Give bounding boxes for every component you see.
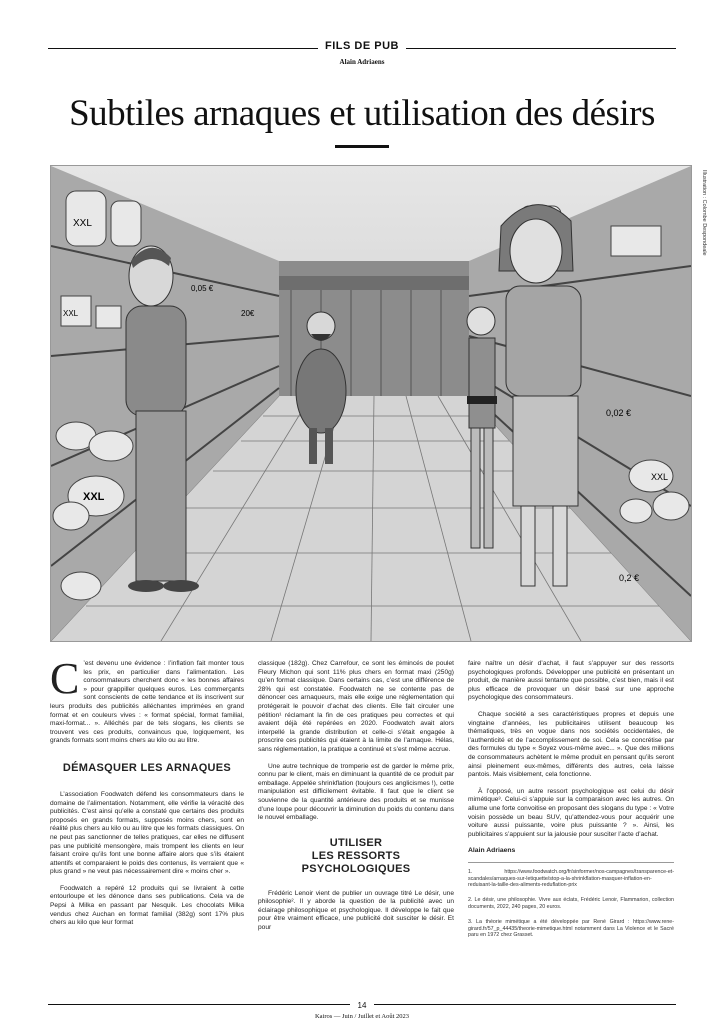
header-byline: Alain Adriaens — [339, 58, 385, 66]
illustration-credit: Illustration : Colombe Despondeale — [701, 170, 707, 256]
author-signature: Alain Adriaens — [468, 847, 516, 855]
footnote-1: 1. https://www.foodwatch.org/fr/sinformer/nos-campagnes/transparence-et-scandales/arnaques-sur-letiquette/stop-a-la-shrinkflation-masquer-inflation-en-reduisant-la-taille-des-aliments-reduflation-prix — [468, 868, 674, 889]
page-number: 14 — [357, 1001, 367, 1010]
paragraph: À l’opposé, un autre ressort psychologique est celui du désir mimétique³. Celui-ci s’appuie sur la comparaison avec les autres. On allume une forte convoitise en proposant des slogans du type : « Votre voisin possède un beau SUV, qu’attendez-vous pour acquérir une voiture aussi puissante, voire plus puissante ? ». Ainsi, les publicitaires s’appuient sur la jalousie pour susciter l’acte d’achat. — [468, 787, 674, 838]
footnote-3: 3. La théorie mimétique a été développée par René Girard : https://www.rene-girard.fr/57_p_44435/theorie-mimetique.html notamment dans La Violence et le Sacré paru en 1972 chez Grasset. — [468, 918, 674, 939]
drop-cap: C — [50, 654, 80, 703]
footnote-divider — [468, 862, 674, 863]
supermarket-illustration — [50, 165, 692, 642]
price-label-3: 0,02 € — [606, 408, 632, 418]
article-title: Subtiles arnaques et utilisation des désirs — [69, 93, 655, 134]
price-label-4: 0,2 € — [619, 573, 640, 583]
section-rubric: FILS DE PUB — [325, 40, 399, 52]
title-underline — [335, 145, 389, 148]
xxl-bag-left-label: XXL — [83, 491, 105, 503]
paragraph: L’association Foodwatch défend les consommateurs dans le domaine de l’alimentation. Notamment, elle vérifie la véracité des publicités. C’est ainsi qu’elle a constaté que certains des produits proposés en grands formats, supposés moins chers, sont en réalité plus chers au kilo ou au litre que les formats classiques. On ne peut pas sanctionner de telles pratiques, car elles ne diffusent pas une publicité mensongère, mais trompent les clients en leur faisant croire qu’ils font une bonne affaire alors que s’ils étaient attentifs et comparaient le poids des contenus, ils verraient que « plus grand » ne veut pas nécessairement dire « moins cher ». — [50, 790, 244, 876]
paragraph: Une autre technique de tromperie est de garder le même prix, connu par le client, mais en diminuant la quantité de ce produit par emballage. Appelée shrinkflation (toujours ces anglicismes !), cette manipulation est difficilement évitable. Il faut que le client se souvienne de la quantité antérieure des produits et se munisse d’une loupe pour découvrir la diminution du poids du contenu dans le nouvel emballage. — [258, 762, 454, 822]
footnote-2: 2. Le désir, une philosophie. Vivre aux éclats, Frédéric Lenoir, Flammarion, collection documents, 2022, 240 pages, 20 euros. — [468, 897, 674, 911]
illustration-drawing — [51, 166, 691, 641]
price-label-1: 0,05 € — [191, 284, 214, 293]
article-column-2 — [258, 660, 454, 941]
section-heading-demasquer: DÉMASQUER LES ARNAQUES — [62, 761, 232, 774]
xxl-bag-right-label: XXL — [651, 472, 669, 482]
price-label-2: 20€ — [241, 309, 255, 318]
section-heading-utiliser: UTILISER LES RESSORTS PSYCHOLOGIQUES — [301, 836, 411, 875]
paragraph: Foodwatch a repéré 12 produits qui se livraient à cette entourloupe et les dénonce dans ses publications. Cela va de Pepsi à Milka en passant par Nesquik. Les chocolats Milka vendus chez Auchan en format familial (382g) sont 17% plus chers au kilo que leur format — [50, 884, 244, 927]
paragraph: classique (182g). Chez Carrefour, ce sont les émincés de poulet Fleury Michon qui sont 11% plus chers en format maxi (250g) qu’en format classique. Dans certains cas, c’est une différence de 28% qui est constatée. Foodwatch ne se contente pas de dénoncer ces arnaqueurs, mais elle exige une réglementation qui protégerait le pouvoir d’achat des clients. Elle fait circuler une pétition¹ réclamant la fin de ces pratiques peu correctes et qui avaient déjà été repérées en 2020. Foodwatch avait alors interpellé la grande distribution et celle-ci s’était engagée à proscrire ces publicités qui étaient à la limite de l’arnaque. Hélas, sans réglementation, la pratique a continué et s’est même accrue. — [258, 660, 454, 753]
article-column-1 — [50, 654, 244, 936]
xxl-bottle-label: XXL — [73, 218, 92, 229]
xxl-shelf-label: XXL — [63, 309, 79, 318]
paragraph: Chaque société a ses caractéristiques propres et depuis une vingtaine d’années, les publicitaires utilisent beaucoup les thématiques, très en vogue dans nos sociétés occidentales, de l’authenticité et de l’accomplissement de soi. Cela se concrétise par des formules du type « Soyez vous-même avec... ». Que des millions de consommateurs achètent le même produit en pensant qu’ils seront ainsi pleinement eux-mêmes, différents des autres, cela laisse pantois. Mais visiblement, cela fonctionne. — [468, 710, 674, 779]
paragraph: faire naître un désir d’achat, il faut s’appuyer sur des ressorts psychologiques profonds. Développer une publicité en présentant un produit, de manière aussi tentante que possible, c’est bien, mais il est plus efficace de provoquer un désir basé sur une approche psychologique des consommateurs. — [468, 660, 674, 702]
paragraph: Frédéric Lenoir vient de publier un ouvrage titré Le désir, une philosophie². Il y aborde la question de la publicité avec un éclairage philosophique et psychologique. Il développe le fait que pour être vraiment efficace, une publicité doit susciter le désir. Et pour — [258, 889, 454, 932]
article-column-3 — [468, 660, 674, 947]
intro-paragraph: C ’est devenu une évidence : l’inflation fait monter tous les prix, en particulier dans l’alimentation. Les consommateurs cherchent donc « les bonnes affaires » pour grappiller quelques euros. Les commerçants sont conscients de cette tendance et ils inscrivent sur leurs produits des publicités alléchantes imprimées en grand format et en couleurs vives : « format spécial, format familial, maxi-format... ». Alléchés par de tels slogans, les clients se trouvent ves ces produits, convaincus que, logiquement, les grands formats sont moins chers au kilo ou au litre. — [50, 654, 244, 745]
issue-footer: Kairos — Juin / Juillet et Août 2023 — [314, 1013, 410, 1020]
